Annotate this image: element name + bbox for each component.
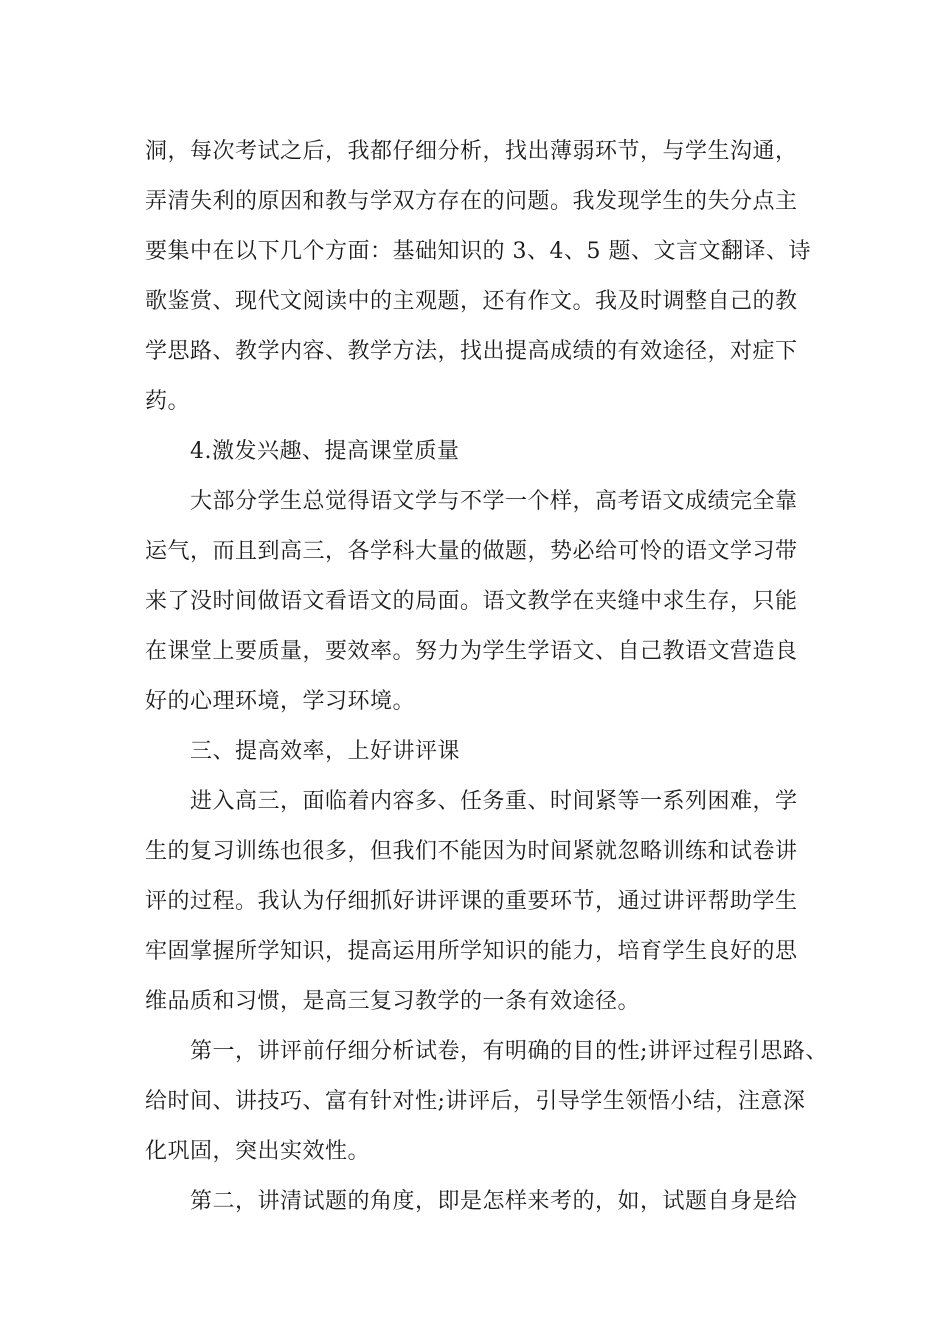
text-line: 化巩固，突出实效性。 (145, 1139, 371, 1164)
text-line: 生的复习训练也很多，但我们不能因为时间紧就忽略训练和试卷讲 (145, 839, 798, 864)
text-line: 第二，讲清试题的角度，即是怎样来考的，如，试题自身是给 (190, 1189, 798, 1214)
text-line: 牢固掌握所学知识，提高运用所学知识的能力，培育学生良好的思 (145, 939, 798, 964)
text-line: 要集中在以下几个方面：基础知识的 3、4、5 题、文言文翻译、诗 (145, 239, 811, 264)
text-line: 在课堂上要质量，要效率。努力为学生学语文、自己教语文营造良 (145, 639, 798, 664)
text-line: 来了没时间做语文看语文的局面。语文教学在夹缝中求生存，只能 (145, 589, 798, 614)
text-line: 大部分学生总觉得语文学与不学一个样，高考语文成绩完全靠 (190, 489, 798, 514)
text-line: 评的过程。我认为仔细抓好讲评课的重要环节，通过讲评帮助学生 (145, 889, 798, 914)
text-line: 运气，而且到高三，各学科大量的做题，势必给可怜的语文学习带 (145, 539, 798, 564)
text-line: 给时间、讲技巧、富有针对性;讲评后，引导学生领悟小结，注意深 (145, 1089, 806, 1114)
section-heading: 三、提高效率，上好讲评课 (190, 739, 461, 764)
text-line: 药。 (145, 389, 191, 414)
text-line: 第一，讲评前仔细分析试卷，有明确的目的性;讲评过程引思路、 (190, 1039, 828, 1064)
section-heading: 4.激发兴趣、提高课堂质量 (190, 439, 460, 464)
text-line: 弄清失利的原因和教与学双方存在的问题。我发现学生的失分点主 (145, 189, 798, 214)
text-line: 歌鉴赏、现代文阅读中的主观题，还有作文。我及时调整自己的教 (145, 289, 798, 314)
text-line: 维品质和习惯，是高三复习教学的一条有效途径。 (145, 989, 641, 1014)
text-line: 好的心理环境，学习环境。 (145, 689, 416, 714)
text-line: 学思路、教学内容、教学方法，找出提高成绩的有效途径，对症下 (145, 339, 798, 364)
text-line: 进入高三，面临着内容多、任务重、时间紧等一系列困难，学 (190, 789, 798, 814)
text-line: 洞，每次考试之后，我都仔细分析，找出薄弱环节，与学生沟通， (145, 139, 798, 164)
